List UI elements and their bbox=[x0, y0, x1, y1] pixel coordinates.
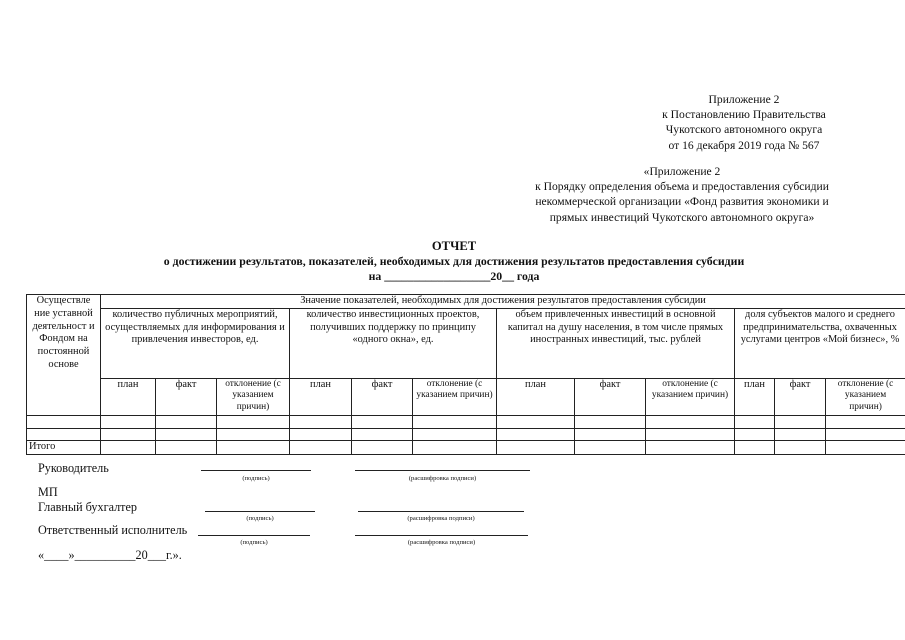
indicator-header-investment-volume: объем привлеченных инвестиций в основной капитал на душу населения, в том числе прямых иностранных инвестиций, тыс. рублей bbox=[497, 308, 735, 378]
head-decoding-caption: (расшифровка подписи) bbox=[408, 475, 477, 482]
annex-quoted-line-4: прямых инвестиций Чукотского автономного округа» bbox=[549, 210, 815, 224]
indicator-header-smb-share: доля субъектов малого и среднего предпринимательства, охваченных услугами центров «Мой бизнес», % bbox=[735, 308, 905, 378]
table-cell[interactable] bbox=[290, 440, 352, 454]
report-table bbox=[26, 294, 905, 455]
accountant-label: Главный бухгалтер bbox=[38, 500, 138, 514]
executor-signature-caption: (подпись) bbox=[240, 539, 268, 546]
report-title-block bbox=[40, 239, 868, 285]
annex-header bbox=[628, 92, 860, 153]
accountant-decoding-caption: (расшифровка подписи) bbox=[407, 515, 475, 522]
table-cell[interactable] bbox=[826, 415, 905, 428]
accountant-decoding-line[interactable] bbox=[358, 511, 524, 512]
deviation-header: отклонение (с указанием причин) bbox=[646, 378, 735, 415]
activity-header: Осуществле ние уставной деятельност и Фондом на постоянной основе bbox=[27, 295, 101, 416]
table-cell[interactable] bbox=[217, 440, 290, 454]
table-cell[interactable] bbox=[775, 428, 826, 440]
executor-decoding-line[interactable] bbox=[355, 535, 528, 536]
fact-header: факт bbox=[775, 378, 826, 415]
table-cell[interactable] bbox=[497, 428, 575, 440]
table-cell[interactable] bbox=[413, 415, 497, 428]
deviation-header: отклонение (с указанием причин) bbox=[413, 378, 497, 415]
head-signature-caption: (подпись) bbox=[242, 475, 270, 482]
table-cell[interactable] bbox=[826, 428, 905, 440]
executor-signature-line[interactable] bbox=[198, 535, 310, 536]
annex-header-line-2: к Постановлению Правительства bbox=[662, 108, 826, 122]
table-cell[interactable] bbox=[735, 415, 775, 428]
table-cell[interactable] bbox=[575, 428, 646, 440]
accountant-signature-line[interactable] bbox=[205, 511, 315, 512]
table-cell[interactable] bbox=[413, 428, 497, 440]
head-decoding-line[interactable] bbox=[355, 470, 530, 471]
table-cell[interactable] bbox=[101, 428, 156, 440]
table-cell[interactable] bbox=[156, 428, 217, 440]
indicator-header-investment-projects: количество инвестиционных проектов, получивших поддержку по принципу «одного окна», ед. bbox=[290, 308, 497, 378]
table-cell[interactable] bbox=[156, 415, 217, 428]
table-cell[interactable] bbox=[646, 415, 735, 428]
executor-label: Ответственный исполнитель bbox=[38, 523, 188, 537]
table-row bbox=[27, 428, 905, 440]
plan-header: план bbox=[735, 378, 775, 415]
table-cell[interactable] bbox=[27, 428, 101, 440]
table-cell[interactable] bbox=[101, 415, 156, 428]
table-cell[interactable] bbox=[497, 440, 575, 454]
total-label: Итого bbox=[27, 440, 101, 454]
fact-header: факт bbox=[352, 378, 413, 415]
annex-quoted-header bbox=[492, 164, 872, 225]
date-line: «____»__________20___г.». bbox=[38, 548, 182, 562]
deviation-header: отклонение (с указанием причин) bbox=[217, 378, 290, 415]
table-cell[interactable] bbox=[290, 415, 352, 428]
table-cell[interactable] bbox=[217, 415, 290, 428]
indicators-group-header: Значение показателей, необходимых для достижения результатов предоставления субсидии bbox=[101, 295, 905, 309]
table-cell[interactable] bbox=[826, 440, 905, 454]
table-cell[interactable] bbox=[735, 440, 775, 454]
table-cell[interactable] bbox=[646, 428, 735, 440]
table-cell[interactable] bbox=[775, 415, 826, 428]
indicator-header-public-events: количество публичных мероприятий, осуществляемых для информирования и привлечения инвесторов, ед. bbox=[101, 308, 290, 378]
table-cell[interactable] bbox=[735, 428, 775, 440]
plan-header: план bbox=[101, 378, 156, 415]
annex-quoted-line-2: к Порядку определения объема и предоставления субсидии bbox=[535, 180, 829, 194]
table-cell[interactable] bbox=[775, 440, 826, 454]
table-cell[interactable] bbox=[101, 440, 156, 454]
annex-header-line-1: Приложение 2 bbox=[708, 93, 780, 106]
table-cell[interactable] bbox=[575, 415, 646, 428]
head-signature-line[interactable] bbox=[201, 470, 311, 471]
report-subtitle: о достижении результатов, показателей, необходимых для достижения результатов предоставления субсидии bbox=[163, 254, 745, 269]
annex-header-line-3: Чукотского автономного округа bbox=[665, 123, 823, 137]
stamp-label: МП bbox=[38, 485, 58, 499]
table-cell[interactable] bbox=[413, 440, 497, 454]
table-row bbox=[27, 415, 905, 428]
table-cell[interactable] bbox=[497, 415, 575, 428]
report-date-line: на __________________20__ года bbox=[368, 269, 540, 284]
annex-quoted-line-3: некоммерческой организации «Фонд развития экономики и bbox=[535, 195, 829, 209]
fact-header: факт bbox=[575, 378, 646, 415]
table-cell[interactable] bbox=[352, 428, 413, 440]
total-row bbox=[27, 440, 905, 454]
table-cell[interactable] bbox=[352, 415, 413, 428]
annex-header-line-4: от 16 декабря 2019 года № 567 bbox=[668, 138, 820, 152]
table-cell[interactable] bbox=[290, 428, 352, 440]
table-cell[interactable] bbox=[156, 440, 217, 454]
table-cell[interactable] bbox=[27, 415, 101, 428]
plan-header: план bbox=[290, 378, 352, 415]
head-label: Руководитель bbox=[38, 461, 109, 475]
report-title: ОТЧЕТ bbox=[431, 239, 477, 253]
table-cell[interactable] bbox=[217, 428, 290, 440]
deviation-header: отклонение (с указанием причин) bbox=[826, 378, 905, 415]
table-cell[interactable] bbox=[352, 440, 413, 454]
plan-header: план bbox=[497, 378, 575, 415]
table-cell[interactable] bbox=[646, 440, 735, 454]
annex-quoted-line-1: «Приложение 2 bbox=[643, 165, 721, 178]
fact-header: факт bbox=[156, 378, 217, 415]
accountant-signature-caption: (подпись) bbox=[246, 515, 274, 522]
table-cell[interactable] bbox=[575, 440, 646, 454]
executor-decoding-caption: (расшифровка подписи) bbox=[407, 539, 476, 546]
